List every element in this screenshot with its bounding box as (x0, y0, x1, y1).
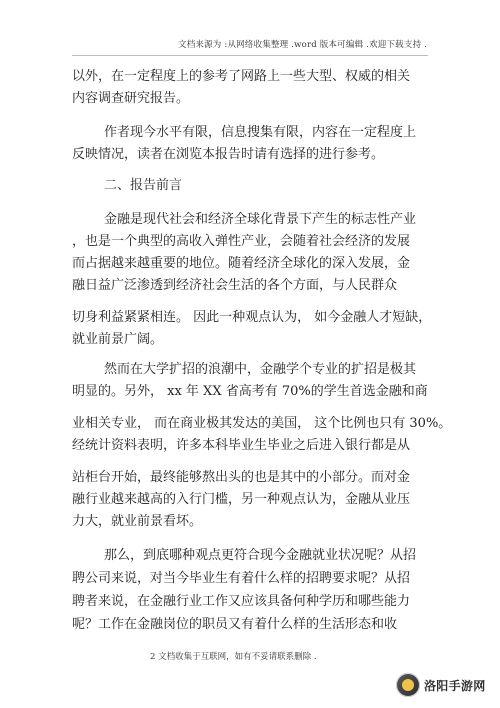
body-line-4: 反映情况，读者在浏览本报告时请有选择的进行参考。 (72, 147, 385, 162)
logo-inner-icon (402, 679, 414, 691)
body-line-1: 以外，在一定程度上的参考了网路上一些大型、权威的相关 (72, 69, 411, 84)
footer-note: 2 文档收集于互联网，如有不妥请联系删除 . (150, 652, 317, 662)
body-line-20: 聘公司来说，对当今毕业生有着什么样的招聘要求呢？从招 (72, 571, 411, 586)
body-line-14: 业相关专业， 而在商业极其发达的美国， 这个比例也只有 30%。 (72, 416, 452, 431)
body-line-8: 而占据越来越重要的地位。随着经济全球化的深入发展，金 (72, 256, 411, 271)
watermark (396, 672, 488, 698)
header-divider (72, 55, 428, 56)
body-line-3: 作者现今水平有限，信息搜集有限，内容在一定程度上 (104, 125, 417, 140)
body-line-17: 融行业越来越高的入行门槛，另一种观点认为，金融从业压 (72, 492, 411, 507)
body-line-10: 切身利益紧紧相连。 因此一种观点认为， 如今金融人才短缺， (72, 310, 432, 325)
watermark-text: 洛阳手游网 (424, 678, 486, 693)
body-line-21: 聘者来说，在金融行业工作又应该具备何种学历和哪些能力 (72, 594, 411, 609)
body-line-6: 金融是现代社会和经济全球化背景下产生的标志性产业 (104, 212, 417, 227)
body-line-12: 然而在大学扩招的浪潮中，金融学个专业的扩招是极其 (104, 362, 417, 377)
body-line-7: ，也是一个典型的高收入弹性产业，会随着社会经济的发展 (72, 234, 411, 249)
body-line-13: 明显的。另外， xx 年 XX 省高考有 70%的学生首选金融和商 (72, 384, 428, 399)
body-line-11: 就业前景广阔。 (72, 332, 164, 347)
body-line-22: 呢？工作在金融岗位的职员又有着什么样的生活形态和收 (72, 617, 398, 632)
body-line-18: 力大，就业前景看坏。 (72, 514, 203, 529)
body-line-16: 站柜台开始，最终能够熬出头的也是其中的小部分。而对金 (72, 470, 411, 485)
body-line-19: 那么，到底哪种观点更符合现今金融就业状况呢？从招 (104, 548, 417, 563)
body-line-15: 经统计资料表明，许多本科毕业生毕业之后进入银行都是从 (72, 438, 411, 453)
logo-icon (396, 673, 420, 697)
header-note: 文档来源为 :从网络收集整理 .word 版本可编辑 .欢迎下载支持 . (178, 40, 428, 50)
body-line-9: 融日益广泛渗透到经济社会生活的各个方面，与人民群众 (72, 278, 398, 293)
body-line-2: 内容调查研究报告。 (72, 91, 190, 106)
section-heading: 二、报告前言 (104, 178, 183, 193)
